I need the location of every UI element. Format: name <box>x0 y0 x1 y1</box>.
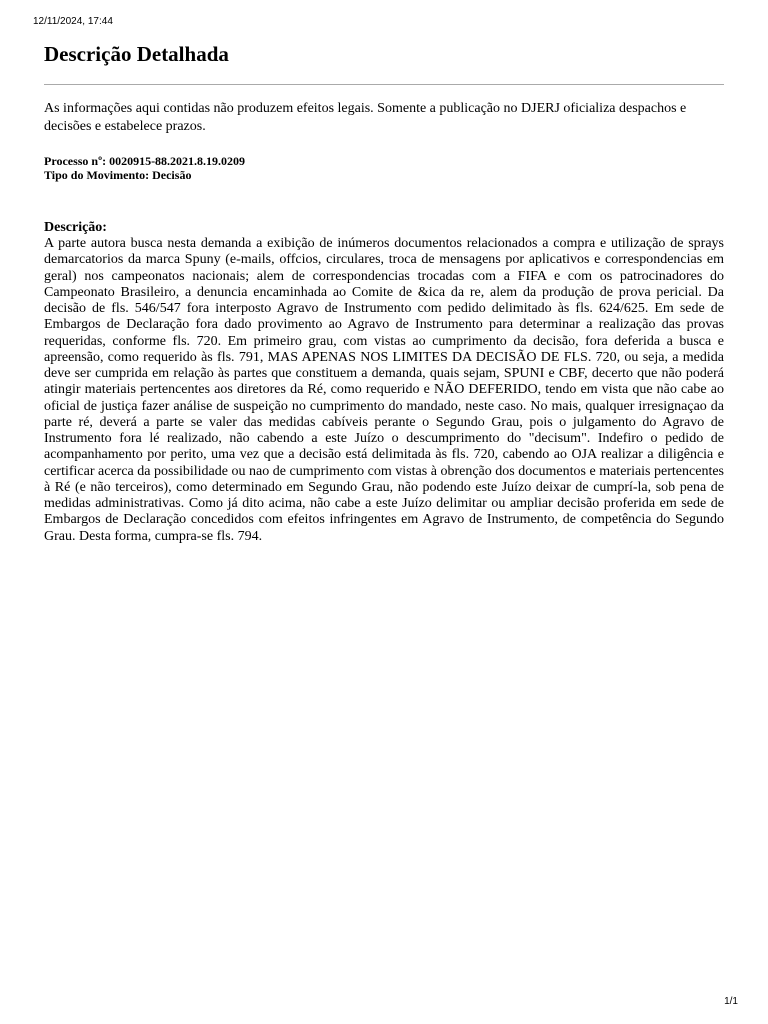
print-timestamp: 12/11/2024, 17:44 <box>33 16 113 27</box>
description-body: A parte autora busca nesta demanda a exibição de inúmeros documentos relacionados a compra e utilização de sprays demarcatorios da marca Spuny (e-mails, offcios, circulares, troca de mensagens por aplicativos e correspondencias em geral) nos campeonatos nacionais; alem de correspondencias trocadas com a FIFA e com os patrocinadores do Campeonato Brasileiro, a denuncia encaminhada ao Comite de &ica da re, alem da produção de prova pericial. Da decisão de fls. 546/547 fora interposto Agravo de Instrumento com pedido delimitado às fls. 624/625. Em sede de Embargos de Declaração fora dado provimento ao Agravo de Instrumento para determinar a realização das provas requeridas, conforme fls. 720. Em primeiro grau, com vistas ao cumprimento da decisão, fora deferida a busca e apreensão, como requerido às fls. 791, MAS APENAS NOS LIMITES DA DECISÃO DE FLS. 720, ou seja, a medida deve ser cumprida em relação às partes que constituem a demanda, quais sejam, SPUNI e CBF, decerto que não poderá atingir materiais pertencentes aos diretores da Ré, como requerido e NÃO DEFERIDO, tendo em vista que não cabe ao oficial de justiça fazer análise de suspeição no cumprimento do mandado, neste caso. No mais, qualquer irresignaçao da parte ré, deverá a parte se valer das medidas cabíveis perante o Segundo Grau, pois o julgamento do Agravo de Instrumento fora lé realizado, não cabendo a este Juízo o descumprimento do "decisum". Indefiro o pedido de acompanhamento por perito, uma vez que a decisão está delimitada às fls. 720, cabendo ao OJA realizar a diligência e certificar acerca da possibilidade ou nao de cumprimento com vistas à obrenção dos documentos e materiais pertencentes à Ré (e não terceiros), como determinado em Segundo Grau, não podendo este Juízo deixar de cumprí-la, sob pena de medidas administrativas. Como já dito acima, não cabe a este Juízo delimitar ou ampliar decisão proferida em sede de Embargos de Declaração concedidos com efeitos infringentes em Agravo de Instrumento, de competência do Segundo Grau. Desta forma, cumpra-se fls. 794. <box>44 236 724 544</box>
legal-disclaimer: As informações aqui contidas não produzem efeitos legais. Somente a publicação no DJERJ oficializa despachos e decisões e estabelece prazos. <box>44 101 687 134</box>
process-metadata <box>44 154 724 182</box>
title-divider <box>44 84 724 85</box>
process-number: Processo nº: 0020915-88.2021.8.19.0209 <box>44 154 246 168</box>
page-counter: 1/1 <box>724 996 738 1007</box>
description-heading: Descrição: <box>44 220 107 235</box>
movement-type: Tipo do Movimento: Decisão <box>44 168 192 182</box>
page-title: Descrição Detalhada <box>44 42 229 66</box>
